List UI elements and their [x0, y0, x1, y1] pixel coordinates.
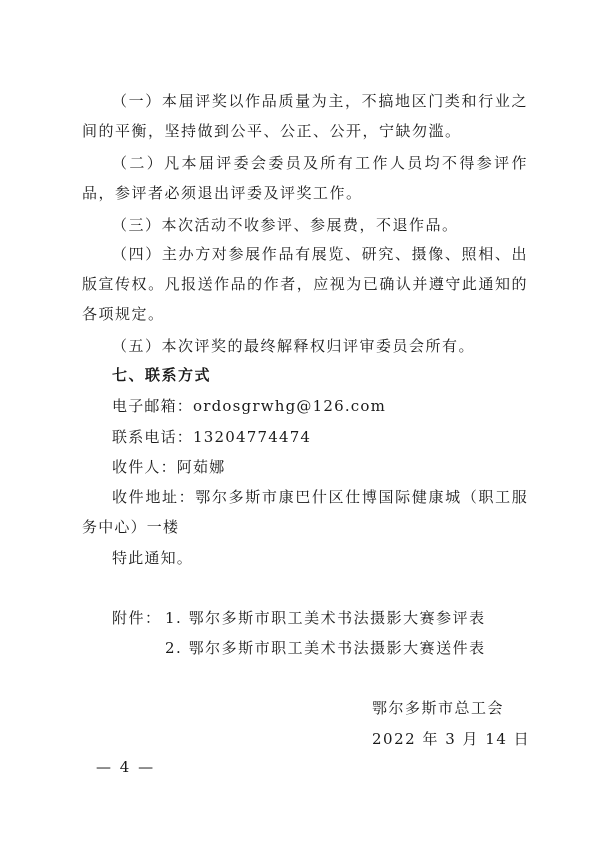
page-number: — 4 — — [96, 758, 156, 776]
contact-address: 收件地址：鄂尔多斯市康巴什区仕博国际健康城（职工服务中心）一楼 — [82, 488, 528, 536]
attachment-item-2: 2. 鄂尔多斯市职工美术书法摄影大赛送件表 — [165, 639, 486, 657]
rule-3: （三）本次活动不收参评、参展费，不退作品。 — [112, 216, 459, 234]
signature-org: 鄂尔多斯市总工会 — [372, 699, 505, 717]
attachment-item-1: 1. 鄂尔多斯市职工美术书法摄影大赛参评表 — [165, 609, 486, 627]
rule-4: （四）主办方对参展作品有展览、研究、摄像、照相、出版宣传权。凡报送作品的作者，应视为已确认并遵守此通知的各项规定。 — [82, 245, 528, 323]
rule-1: （一）本届评奖以作品质量为主，不搞地区门类和行业之间的平衡，坚持做到公平、公正、公开，宁缺勿滥。 — [82, 92, 528, 140]
closing-text: 特此通知。 — [112, 549, 194, 567]
section-heading-contact: 七、联系方式 — [112, 366, 212, 384]
rule-2: （二）凡本届评委会委员及所有工作人员均不得参评作品，参评者必须退出评委及评奖工作。 — [82, 154, 528, 202]
attachments-label: 附件： — [112, 609, 162, 627]
contact-email: 电子邮箱：ordosgrwhg@126.com — [112, 397, 387, 415]
signature-date: 2022 年 3 月 14 日 — [372, 730, 531, 748]
contact-recipient: 收件人：阿茹娜 — [112, 458, 226, 476]
rule-5: （五）本次评奖的最终解释权归评审委员会所有。 — [112, 337, 476, 355]
contact-phone: 联系电话：13204774474 — [112, 428, 312, 446]
